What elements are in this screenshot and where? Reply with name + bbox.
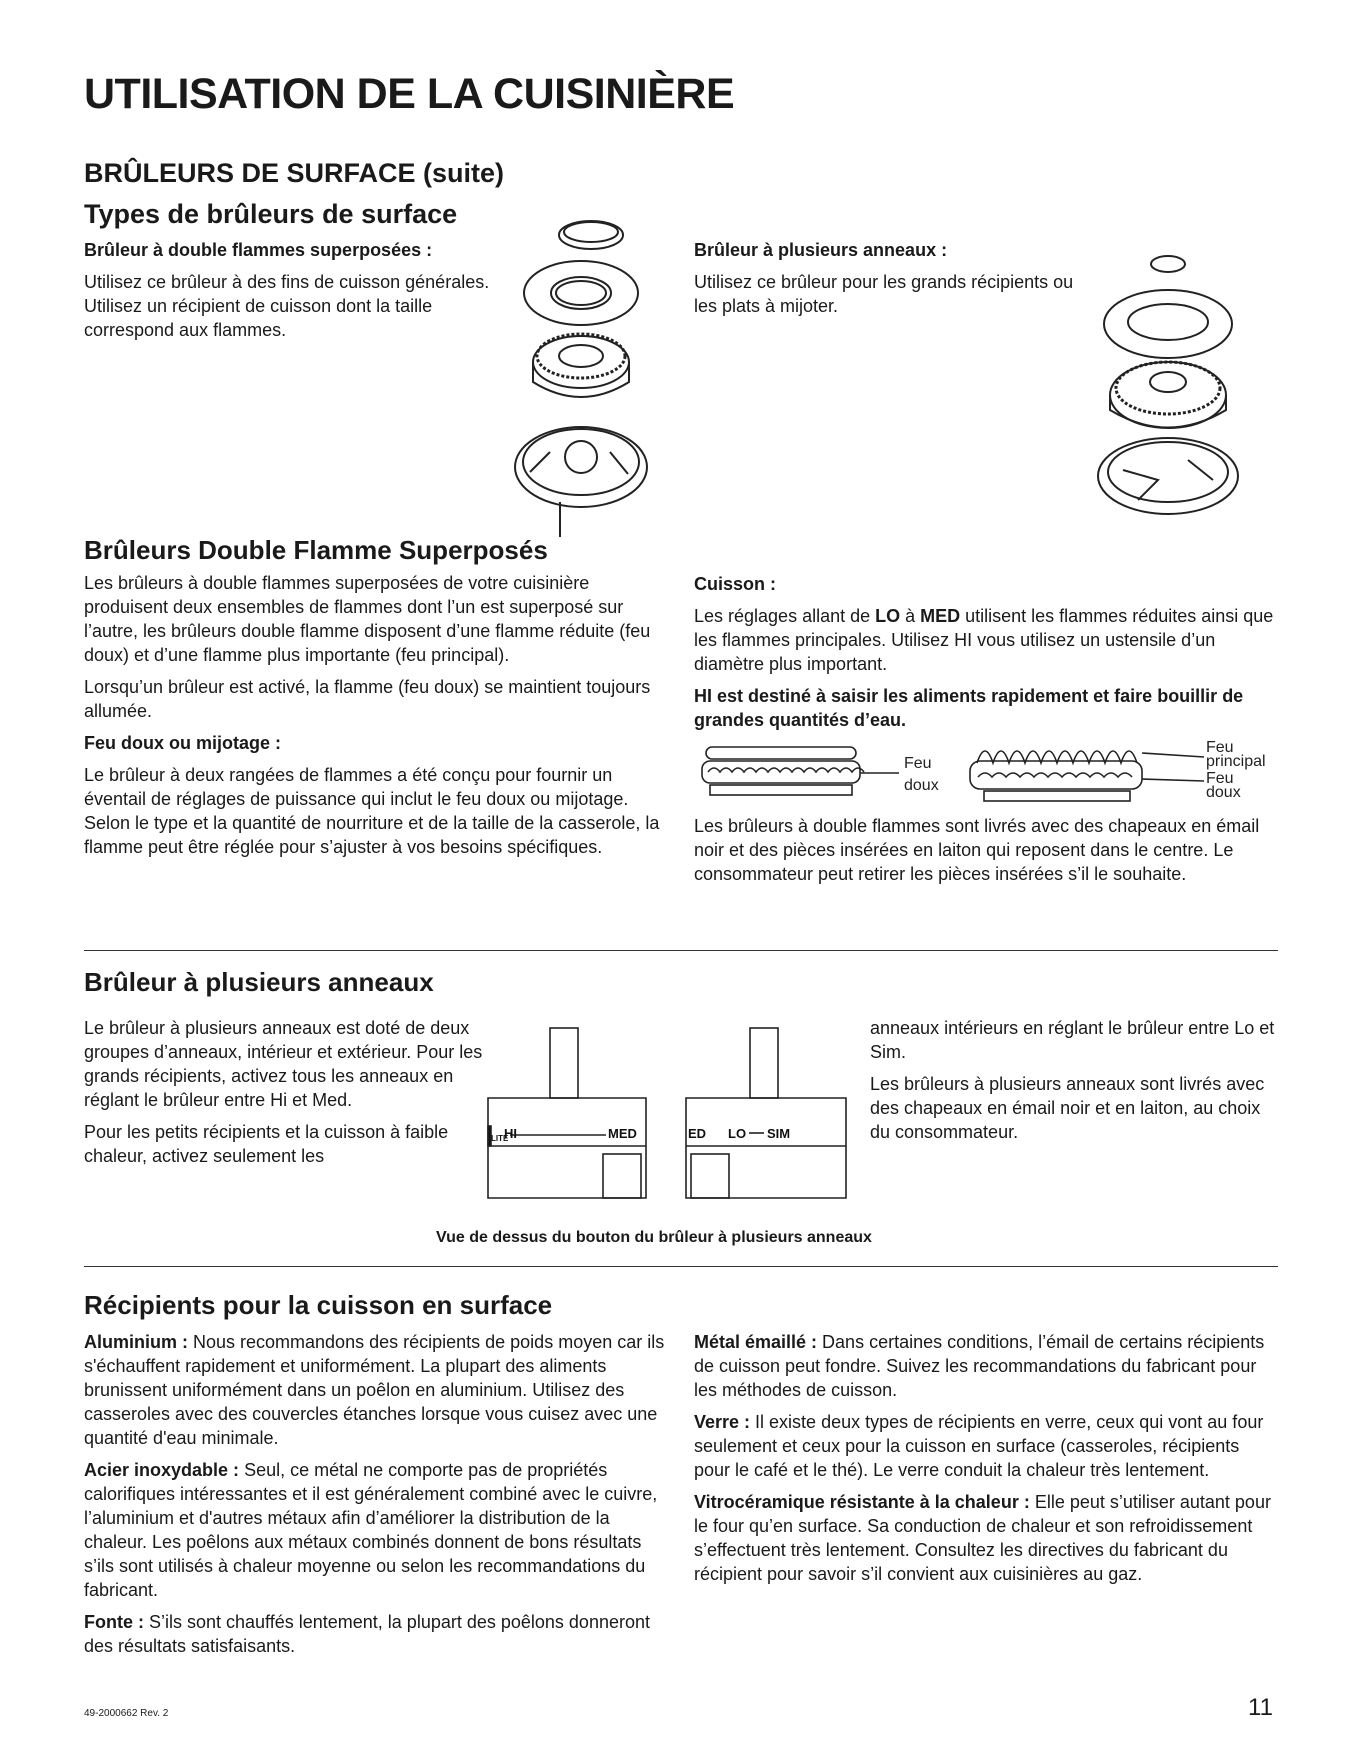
feu-doux-heading: Feu doux ou mijotage : xyxy=(84,733,281,753)
cuisson-after-text: Les brûleurs à double flammes sont livrés avec des chapeaux en émail noir et des pièces insérées en laiton qui reposent dans le centre. Le consommateur peut retirer les pièces insérées s’il le souhaite. xyxy=(694,816,1260,884)
knob-med-partial-label: ED xyxy=(688,1126,707,1141)
label-doux-1: doux xyxy=(904,777,939,794)
knob-diagrams xyxy=(478,1026,858,1216)
multi-ring-section-title: Brûleur à plusieurs anneaux xyxy=(84,967,434,997)
section-title: BRÛLEURS DE SURFACE (suite) xyxy=(84,158,505,188)
dual-flame-section-body xyxy=(84,571,671,859)
cuisson-block xyxy=(694,572,1284,732)
label-feu-1: Feu xyxy=(904,755,932,772)
divider-1 xyxy=(84,950,1278,951)
cookware-left xyxy=(84,1330,674,1658)
label-doux-2: doux xyxy=(1206,784,1241,801)
multi-ring-left-text xyxy=(84,1016,484,1168)
page-title: UTILISATION DE LA CUISINIÈRE xyxy=(84,70,735,118)
knob-caption: Vue de dessus du bouton du brûleur à plusieurs anneaux xyxy=(436,1229,872,1246)
double-flame-heading: Brûleur à double flammes superposées : xyxy=(84,240,433,260)
multi-ring-p4: Les brûleurs à plusieurs anneaux sont livrés avec des chapeaux en émail noir et en laiton, au choix du consommateur. xyxy=(870,1074,1265,1142)
multi-ring-right-text xyxy=(870,1016,1280,1144)
multi-ring-burner-illustration xyxy=(1098,250,1248,520)
label-principal: principal xyxy=(1206,753,1266,770)
dual-flame-p3: Le brûleur à deux rangées de flammes a été conçu pour fournir un éventail de réglages de puissance qui inclut le feu doux ou mijotage. Selon le type et la quantité de nourriture et de la taille de la casserole, la flamme peut être réglée pour s’ajuster à vos besoins spécifiques. xyxy=(84,765,660,857)
knob-sim-label: SIM xyxy=(767,1126,791,1141)
knob-lite-label: LITE xyxy=(491,1134,509,1143)
cookware-aluminium: Aluminium : Nous recommandons des récipients de poids moyen car ils s'échauffent rapidement et uniformément. La plupart des aliments brunissent uniformément dans un poêlon en aluminium. Utilisez des casseroles avec des couvercles étanches lorsque vous cuisez avec une quantité d'eau minimale. xyxy=(84,1332,665,1448)
multi-ring-heading: Brûleur à plusieurs anneaux : xyxy=(694,240,948,260)
knob-hi-label: HI xyxy=(504,1126,517,1141)
cookware-verre: Verre : Il existe deux types de récipients en verre, ceux qui vont au four seulement et ceux pour la cuisson en surface (casseroles, récipients pour le café et le thé). Le verre conduit la chaleur très lentement. xyxy=(694,1412,1264,1480)
cookware-fonte: Fonte : S’ils sont chauffés lentement, la plupart des poêlons donneront des résultats satisfaisants. xyxy=(84,1612,650,1656)
knob-lo-label: LO xyxy=(728,1126,747,1141)
divider-2 xyxy=(84,1266,1278,1267)
multi-ring-p2: Pour les petits récipients et la cuisson à faible chaleur, activez seulement les xyxy=(84,1122,449,1166)
cuisson-heading: Cuisson : xyxy=(694,574,777,594)
multi-ring-p3: anneaux intérieurs en réglant le brûleur entre Lo et Sim. xyxy=(870,1018,1275,1062)
dual-flame-section-title: Brûleurs Double Flamme Superposés xyxy=(84,535,548,565)
cookware-right xyxy=(694,1330,1274,1586)
multi-ring-p1: Le brûleur à plusieurs anneaux est doté de deux groupes d’anneaux, intérieur et extérieur. Pour les grands récipients, activez tous les anneaux en réglant le brûleur entre Hi et Med. xyxy=(84,1018,483,1110)
dual-flame-p1: Les brûleurs à double flammes superposées de votre cuisinière produisent deux ensembles de flammes dont l’un est superposé sur l’autre, les brûleurs double flamme disposent d’une flamme réduite (feu doux) et d’une flamme plus importante (feu principal). xyxy=(84,573,651,665)
cuisson-text: Les réglages allant de LO à MED utilisent les flammes réduites ainsi que les flammes principales. Utilisez HI vous utilisez un ustensile d’un diamètre plus important. xyxy=(694,606,1274,674)
cuisson-note: HI est destiné à saisir les aliments rapidement et faire bouillir de grandes quantités d’eau. xyxy=(694,686,1244,730)
multi-ring-text: Utilisez ce brûleur pour les grands récipients ou les plats à mijoter. xyxy=(694,272,1074,316)
multi-ring-intro xyxy=(694,238,1094,318)
cookware-vitro: Vitrocéramique résistante à la chaleur : Elle peut s’utiliser autant pour le four qu’en surface. Sa conduction de chaleur et son refroidissement s’effectuent très lentement. Consultez les directives du fabricant du récipient pour savoir s’il convient aux cuisinières au gaz. xyxy=(694,1492,1271,1584)
types-title: Types de brûleurs de surface xyxy=(84,199,458,229)
flame-diagrams xyxy=(694,735,1294,815)
document-code: 49-2000662 Rev. 2 xyxy=(84,1708,169,1719)
knob-med-label: MED xyxy=(608,1126,637,1141)
double-flame-text: Utilisez ce brûleur à des fins de cuisson générales. Utilisez un récipient de cuisson dont la taille correspond aux flammes. xyxy=(84,272,490,340)
double-flame-intro xyxy=(84,238,524,342)
double-flame-burner-illustration xyxy=(510,212,660,542)
cookware-title: Récipients pour la cuisson en surface xyxy=(84,1290,553,1320)
cookware-email: Métal émaillé : Dans certaines conditions, l’émail de certains récipients de cuisson peut fondre. Suivez les recommandations du fabricant pour les méthodes de cuisson. xyxy=(694,1332,1265,1400)
dual-flame-p2: Lorsqu’un brûleur est activé, la flamme (feu doux) se maintient toujours allumée. xyxy=(84,677,651,721)
cookware-inox: Acier inoxydable : Seul, ce métal ne comporte pas de propriétés calorifiques intéressantes et il est généralement combiné avec le cuivre, l’aluminium et d'autres métaux afin d’améliorer la distribution de la chaleur. Les poêlons aux métaux combinés donnent de bons résultats s’ils sont utilisés à chaleur moyenne ou selon les recommandations du fabricant. xyxy=(84,1460,658,1600)
cuisson-after xyxy=(694,814,1284,886)
label-feu-2: Feu xyxy=(1206,739,1234,756)
label-feu-3: Feu xyxy=(1206,770,1234,787)
page-number: 11 xyxy=(1248,1694,1273,1721)
